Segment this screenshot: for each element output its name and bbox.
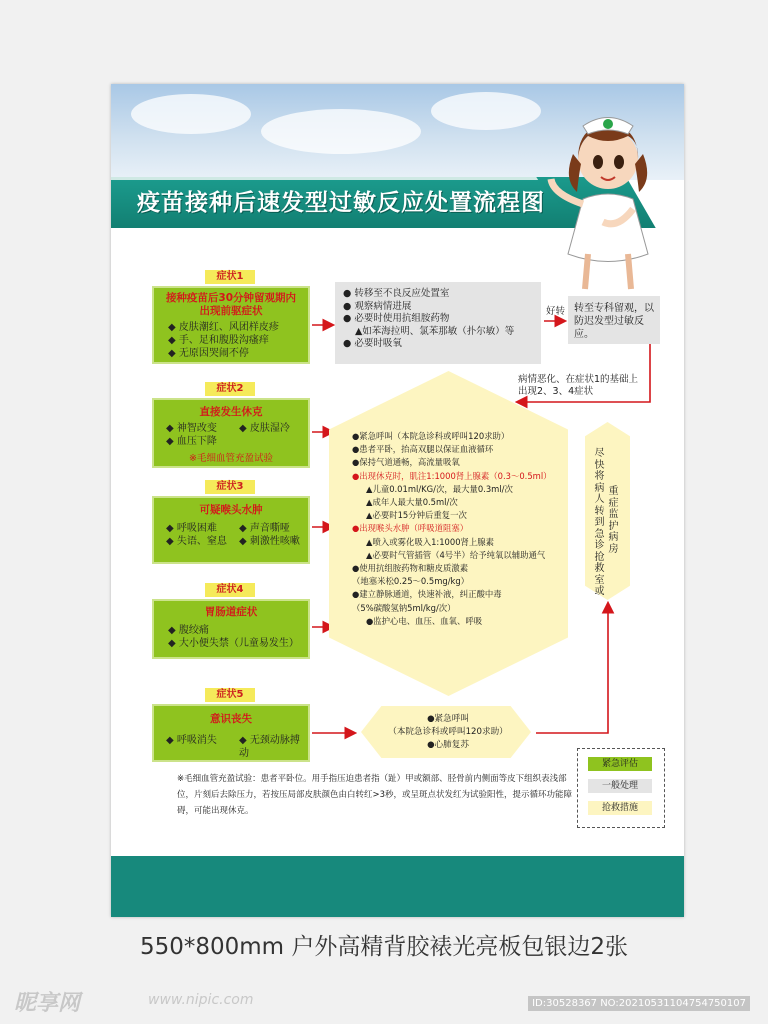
symptom-1-item: ◆ 手、足和腹股沟瘙痒 bbox=[168, 335, 269, 346]
symptom-2-label: 症状2 bbox=[205, 382, 255, 396]
rescue-line: （地塞米松0.25～0.5mg/kg） bbox=[352, 576, 470, 587]
rescue-measures-text bbox=[352, 430, 572, 628]
rescue-line: ▲儿童0.01ml/KG/次，最大量0.3ml/次 bbox=[366, 483, 513, 494]
symptom-5-item: ◆ 呼吸消失 bbox=[166, 735, 217, 746]
symptom-5-label: 症状5 bbox=[205, 688, 255, 702]
rescue-line: ▲喷入或雾化吸入1:1000肾上腺素 bbox=[366, 536, 495, 547]
watermark-logo: 昵享网 bbox=[14, 991, 81, 1016]
rescue-line: ▲必要时15分钟后重复一次 bbox=[366, 510, 467, 521]
symptom-4-item: ◆ 腹绞痛 bbox=[168, 625, 209, 636]
cpr-line: （本院急诊科或呼叫120求助） bbox=[388, 727, 508, 737]
symptom-1-head-1: 接种疫苗后30分钟留观期内 bbox=[165, 292, 297, 304]
symptom-4-box bbox=[152, 599, 310, 659]
handling-item: ● 转移至不良反应处置室 bbox=[343, 288, 450, 299]
legend-general: 一般处理 bbox=[588, 779, 652, 793]
symptom-1-head-2: 出现前驱症状 bbox=[199, 305, 263, 317]
general-handling-box bbox=[335, 282, 541, 364]
transfer-text-col1: 尽快将病人转到急诊抢救室或 bbox=[594, 448, 605, 597]
worse-label-1: 病情恶化、在症状1的基础上 bbox=[518, 374, 639, 385]
handling-item: ▲如苯海拉明、氯苯那敏（扑尔敏）等 bbox=[355, 325, 515, 337]
rescue-line: ●保持气道通畅，高流量吸氧 bbox=[352, 457, 460, 468]
symptom-3-label: 症状3 bbox=[205, 480, 255, 494]
handling-item: ● 必要时使用抗组胺药物 bbox=[343, 313, 450, 324]
better-label: 好转 bbox=[546, 306, 566, 317]
symptom-4-item: ◆ 大小便失禁（儿童易发生） bbox=[168, 638, 299, 649]
symptom-1-item: ◆ 无原因哭闹不停 bbox=[168, 348, 249, 359]
rescue-line: （5%碳酸氢钠5ml/kg/次） bbox=[352, 602, 456, 613]
symptom-2-item: ◆ 神智改变 bbox=[166, 423, 217, 434]
symptom-1-box bbox=[152, 286, 310, 364]
rescue-line: ●紧急呼叫（本院急诊科或呼叫120求助） bbox=[352, 431, 510, 441]
symptom-2-head: 直接发生休克 bbox=[199, 406, 263, 418]
symptom-2-box bbox=[152, 398, 310, 468]
symptom-3-head: 可疑喉头水肿 bbox=[199, 504, 263, 516]
capillary-refill-note: ※毛细血管充盈试验：患者平卧位。用手指压迫患者指（趾）甲或额部、胫骨前内侧面等皮下组织表浅部位，片刻后去除压力，若按压局部皮肤颜色由白转红>3秒，或呈斑点状发红为试验阳性，提示循环功能障碍，可能出现休克。 bbox=[177, 774, 573, 816]
symptom-4-label: 症状4 bbox=[205, 583, 255, 597]
symptom-1-label: 症状1 bbox=[205, 270, 255, 284]
symptom-3-item: ◆ 呼吸困难 bbox=[166, 523, 217, 534]
rescue-line: ●使用抗组胺药物和糖皮质激素 bbox=[352, 563, 469, 574]
symptom-5-item: ◆ 无颈动脉搏动 bbox=[239, 735, 300, 759]
legend-rescue: 抢救措施 bbox=[588, 801, 652, 815]
poster-title: 疫苗接种后速发型过敏反应处置流程图 bbox=[137, 190, 545, 216]
symptom-3-box bbox=[152, 496, 310, 564]
transfer-text-col2: 重症监护病房 bbox=[608, 486, 619, 555]
cpr-text bbox=[373, 713, 523, 752]
symptom-2-item: ◆ 血压下降 bbox=[166, 436, 217, 447]
symptom-3-item: ◆ 声音嘶哑 bbox=[239, 523, 290, 534]
rescue-line: ●建立静脉通道，快速补液，纠正酸中毒 bbox=[352, 589, 502, 600]
symptom-4-head: 胃肠道症状 bbox=[204, 606, 258, 618]
symptom-3-item: ◆ 刺激性咳嗽 bbox=[239, 536, 300, 547]
cpr-line: ●紧急呼叫 bbox=[427, 714, 469, 724]
referral-box: 转至专科留观，以防迟发型过敏反应。 bbox=[568, 296, 660, 344]
rescue-line: ●出现喉头水肿（呼吸道阻塞） bbox=[352, 523, 469, 534]
watermark-url: www.nipic.com bbox=[148, 992, 254, 1008]
rescue-line: ●监护心电、血压、血氧、呼吸 bbox=[366, 615, 483, 626]
symptom-5-head: 意识丧失 bbox=[210, 713, 252, 725]
symptom-2-item: ◆ 皮肤湿冷 bbox=[239, 423, 290, 434]
watermark-id: ID:30528367 NO:20210531104754750107 bbox=[528, 996, 750, 1011]
symptom-1-item: ◆ 皮肤潮红、风团样皮疹 bbox=[168, 322, 279, 333]
worse-label-2: 出现2、3、4症状 bbox=[518, 386, 594, 397]
rescue-line: ●出现休克时，肌注1:1000肾上腺素（0.3～0.5ml） bbox=[352, 470, 552, 481]
legend-assessment: 紧急评估 bbox=[588, 757, 652, 771]
handling-item: ● 观察病情进展 bbox=[343, 300, 412, 312]
rescue-line: ▲必要时气管插管（4号半）给予纯氧以辅助通气 bbox=[366, 549, 546, 560]
symptom-3-item: ◆ 失语、窒息 bbox=[166, 536, 227, 547]
handling-item: ● 必要时吸氧 bbox=[343, 338, 402, 349]
cpr-line: ●心肺复苏 bbox=[427, 740, 469, 750]
print-spec-caption: 550*800mm 户外高精背胶裱光亮板包银边2张 bbox=[139, 934, 629, 960]
rescue-line: ▲成年人最大量0.5ml/次 bbox=[366, 497, 458, 508]
rescue-line: ●患者平卧，抬高双腿以保证血液循环 bbox=[352, 444, 494, 455]
symptom-2-note: ※毛细血管充盈试验 bbox=[189, 453, 273, 464]
legend bbox=[577, 748, 665, 828]
symptom-5-box bbox=[152, 704, 310, 762]
